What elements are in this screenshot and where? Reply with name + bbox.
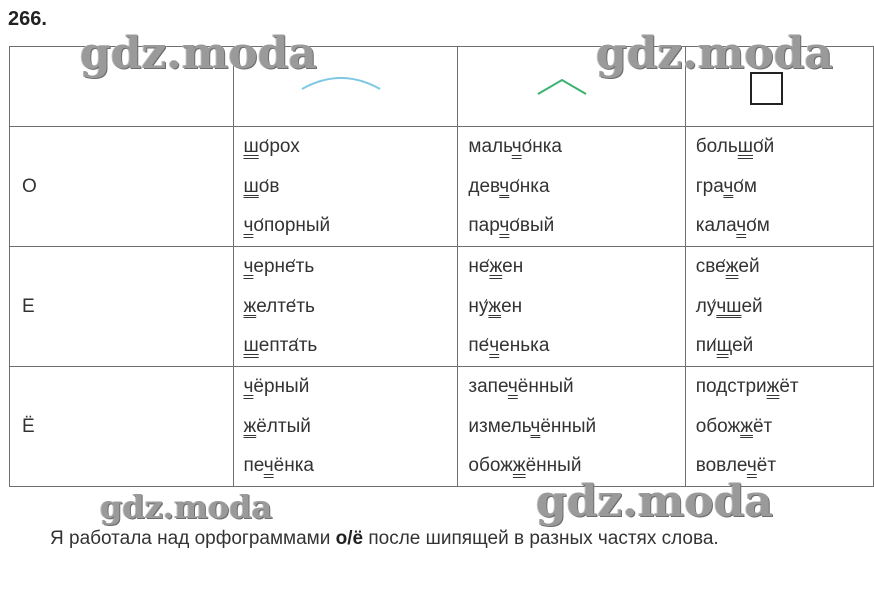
- table-row-yo: [10, 367, 874, 487]
- suffix-words-cell: [458, 367, 685, 487]
- spelling-table: [9, 46, 874, 487]
- table-word: чопорный: [243, 215, 331, 237]
- table-word: грачом: [695, 175, 757, 197]
- exercise-number: 266.: [8, 8, 47, 30]
- table-word: запечённый: [468, 376, 574, 397]
- table-word: измельчённый: [468, 415, 597, 437]
- table-word: калачом: [695, 215, 770, 237]
- table-word: нужен: [468, 295, 523, 317]
- table-word: печёнка: [243, 455, 314, 477]
- table-word: чернеть: [243, 256, 315, 277]
- table-word: желтеть: [243, 295, 315, 317]
- ending-words-cell: [685, 247, 873, 367]
- table-word: шов: [243, 175, 280, 197]
- row-label: Ё: [10, 367, 234, 487]
- watermark: gdz.moda: [596, 28, 834, 79]
- ending-words-cell: [685, 127, 873, 247]
- conclusion-after: после шипящей в разных частях слова.: [363, 528, 719, 549]
- table-word: вовлечёт: [695, 455, 777, 477]
- table-row-o: [10, 127, 874, 247]
- table-row-e: [10, 247, 874, 367]
- row-label: Е: [10, 247, 234, 367]
- table-word: девчонка: [468, 175, 550, 197]
- table-word: мальчонка: [468, 136, 562, 157]
- table-word: жёлтый: [243, 415, 311, 437]
- suffix-words-cell: [458, 127, 685, 247]
- watermark: gdz.moda: [536, 476, 774, 527]
- watermark: gdz.moda: [80, 28, 318, 79]
- table-word: нежен: [468, 256, 524, 277]
- conclusion-before: Я работала над орфограммами: [50, 528, 336, 549]
- suffix-caret-icon: [536, 77, 588, 97]
- table-word: большой: [695, 136, 775, 157]
- table-word: обожжённый: [468, 455, 582, 477]
- row-label: О: [10, 127, 234, 247]
- table-word: лучшей: [695, 295, 763, 317]
- root-words-cell: [233, 367, 458, 487]
- suffix-words-cell: [458, 247, 685, 367]
- table-word: подстрижёт: [695, 376, 799, 397]
- watermark: gdz.moda: [100, 488, 273, 526]
- ending-words-cell: [685, 367, 873, 487]
- root-words-cell: [233, 127, 458, 247]
- table-word: свежей: [695, 256, 760, 277]
- conclusion-bold: о/ё: [335, 528, 364, 549]
- table-word: чёрный: [243, 376, 310, 397]
- table-word: шорох: [243, 136, 300, 157]
- table-word: парчовый: [468, 215, 555, 237]
- root-words-cell: [233, 247, 458, 367]
- table-word: печенька: [468, 335, 550, 357]
- table-word: пищей: [695, 335, 754, 357]
- table-word: шептать: [243, 335, 318, 357]
- table-word: обожжёт: [695, 415, 773, 437]
- conclusion-text: [50, 528, 719, 550]
